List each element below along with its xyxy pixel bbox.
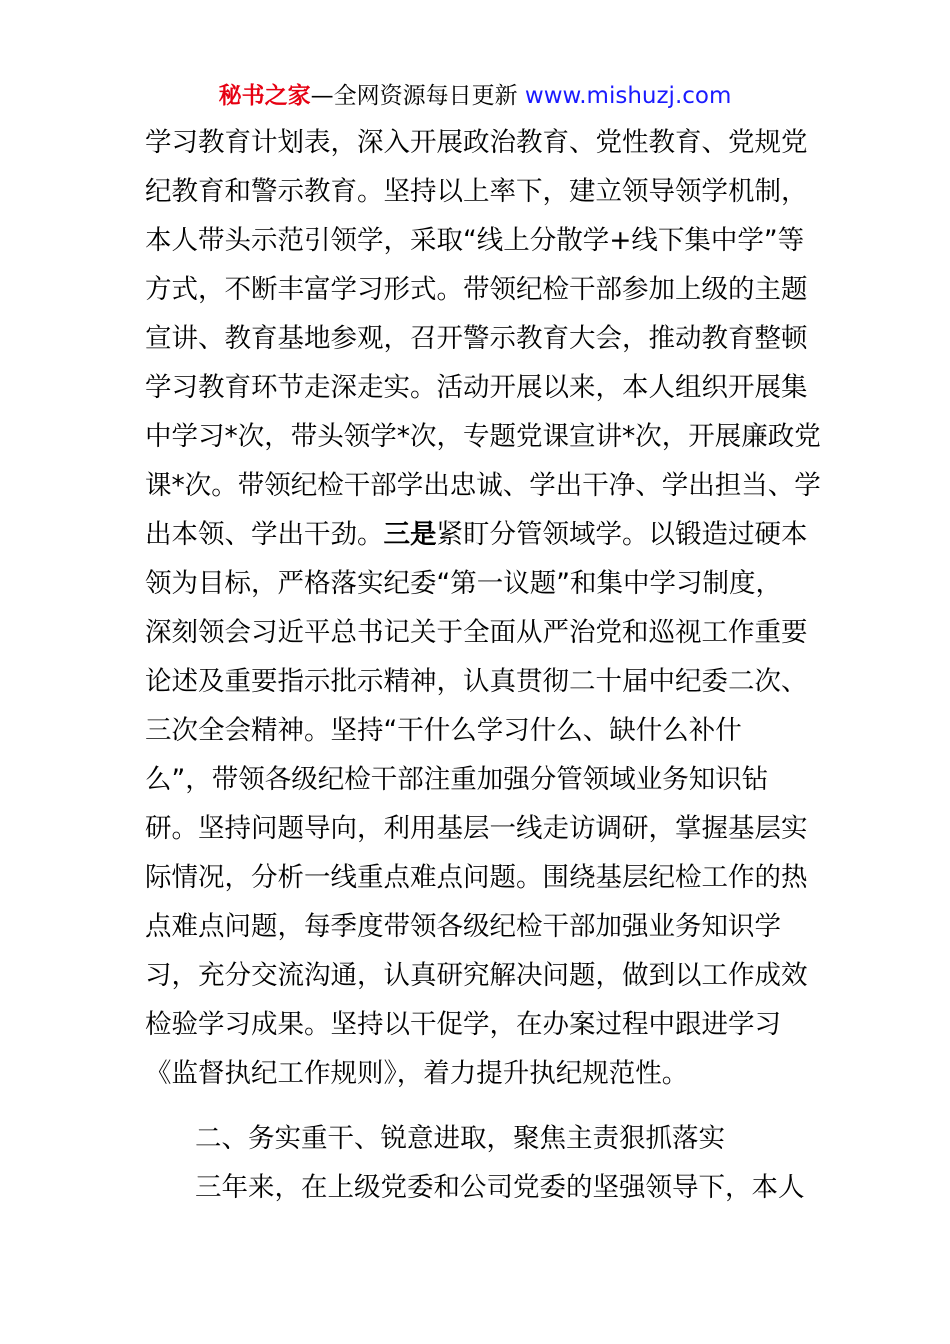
text-line: 纪教育和警示教育。坚持以上率下，建立领导领学机制， — [145, 176, 808, 207]
text-line: 方式，不断丰富学习形式。带领纪检干部参加上级的主题 — [145, 274, 808, 305]
text-line: 习，充分交流沟通，认真研究解决问题，做到以工作成效 — [145, 960, 808, 991]
text-line: 论述及重要指示批示精神，认真贯彻二十届中纪委二次、 — [145, 666, 808, 697]
text-line: 际情况，分析一线重点难点问题。围绕基层纪检工作的热 — [145, 862, 808, 893]
text-segment: 出本领、学出干劲。 — [145, 519, 384, 550]
text-line: 点难点问题，每季度带领各级纪检干部加强业务知识学 — [145, 911, 781, 942]
section-heading: 二、务实重干、锐意进取，聚焦主责狠抓落实 — [195, 1123, 725, 1154]
text-line: 检验学习成果。坚持以干促学，在办案过程中跟进学习 — [145, 1009, 781, 1040]
text-line: 么”，带领各级纪检干部注重加强分管领域业务知识钻 — [145, 764, 769, 795]
site-watermark-header — [0, 80, 950, 112]
text-line: 中学习*次，带头领学*次，专题党课宣讲*次，开展廉政党 — [145, 421, 821, 452]
text-line: 《监督执纪工作规则》，着力提升执纪规范性。 — [145, 1058, 689, 1089]
text-line — [145, 515, 808, 555]
text-line: 三次全会精神。坚持“干什么学习什么、缺什么补什 — [145, 715, 742, 746]
text-line: 本人带头示范引领学，采取“线上分散学+线下集中学”等 — [145, 225, 805, 256]
text-segment: 紧盯分管领域学。以锻造过硬本 — [436, 519, 808, 550]
brand-name: 秘书之家 — [218, 83, 311, 109]
site-url-link[interactable]: www.mishuzj.com — [524, 83, 732, 109]
header-tagline: —全网资源每日更新 — [310, 83, 525, 109]
paragraph-start-line: 三年来，在上级党委和公司党委的坚强领导下，本人 — [195, 1172, 805, 1203]
text-line: 深刻领会习近平总书记关于全面从严治党和巡视工作重要 — [145, 617, 808, 648]
text-line: 宣讲、教育基地参观，召开警示教育大会，推动教育整顿 — [145, 323, 808, 354]
text-line: 课*次。带领纪检干部学出忠诚、学出干净、学出担当、学 — [145, 470, 821, 501]
text-line: 学习教育计划表，深入开展政治教育、党性教育、党规党 — [145, 127, 808, 158]
bold-marker: 三是 — [383, 519, 437, 550]
text-line: 领为目标，严格落实纪委“第一议题”和集中学习制度， — [145, 568, 782, 599]
text-line: 学习教育环节走深走实。活动开展以来，本人组织开展集 — [145, 372, 808, 403]
text-line: 研。坚持问题导向，利用基层一线走访调研，掌握基层实 — [145, 813, 808, 844]
